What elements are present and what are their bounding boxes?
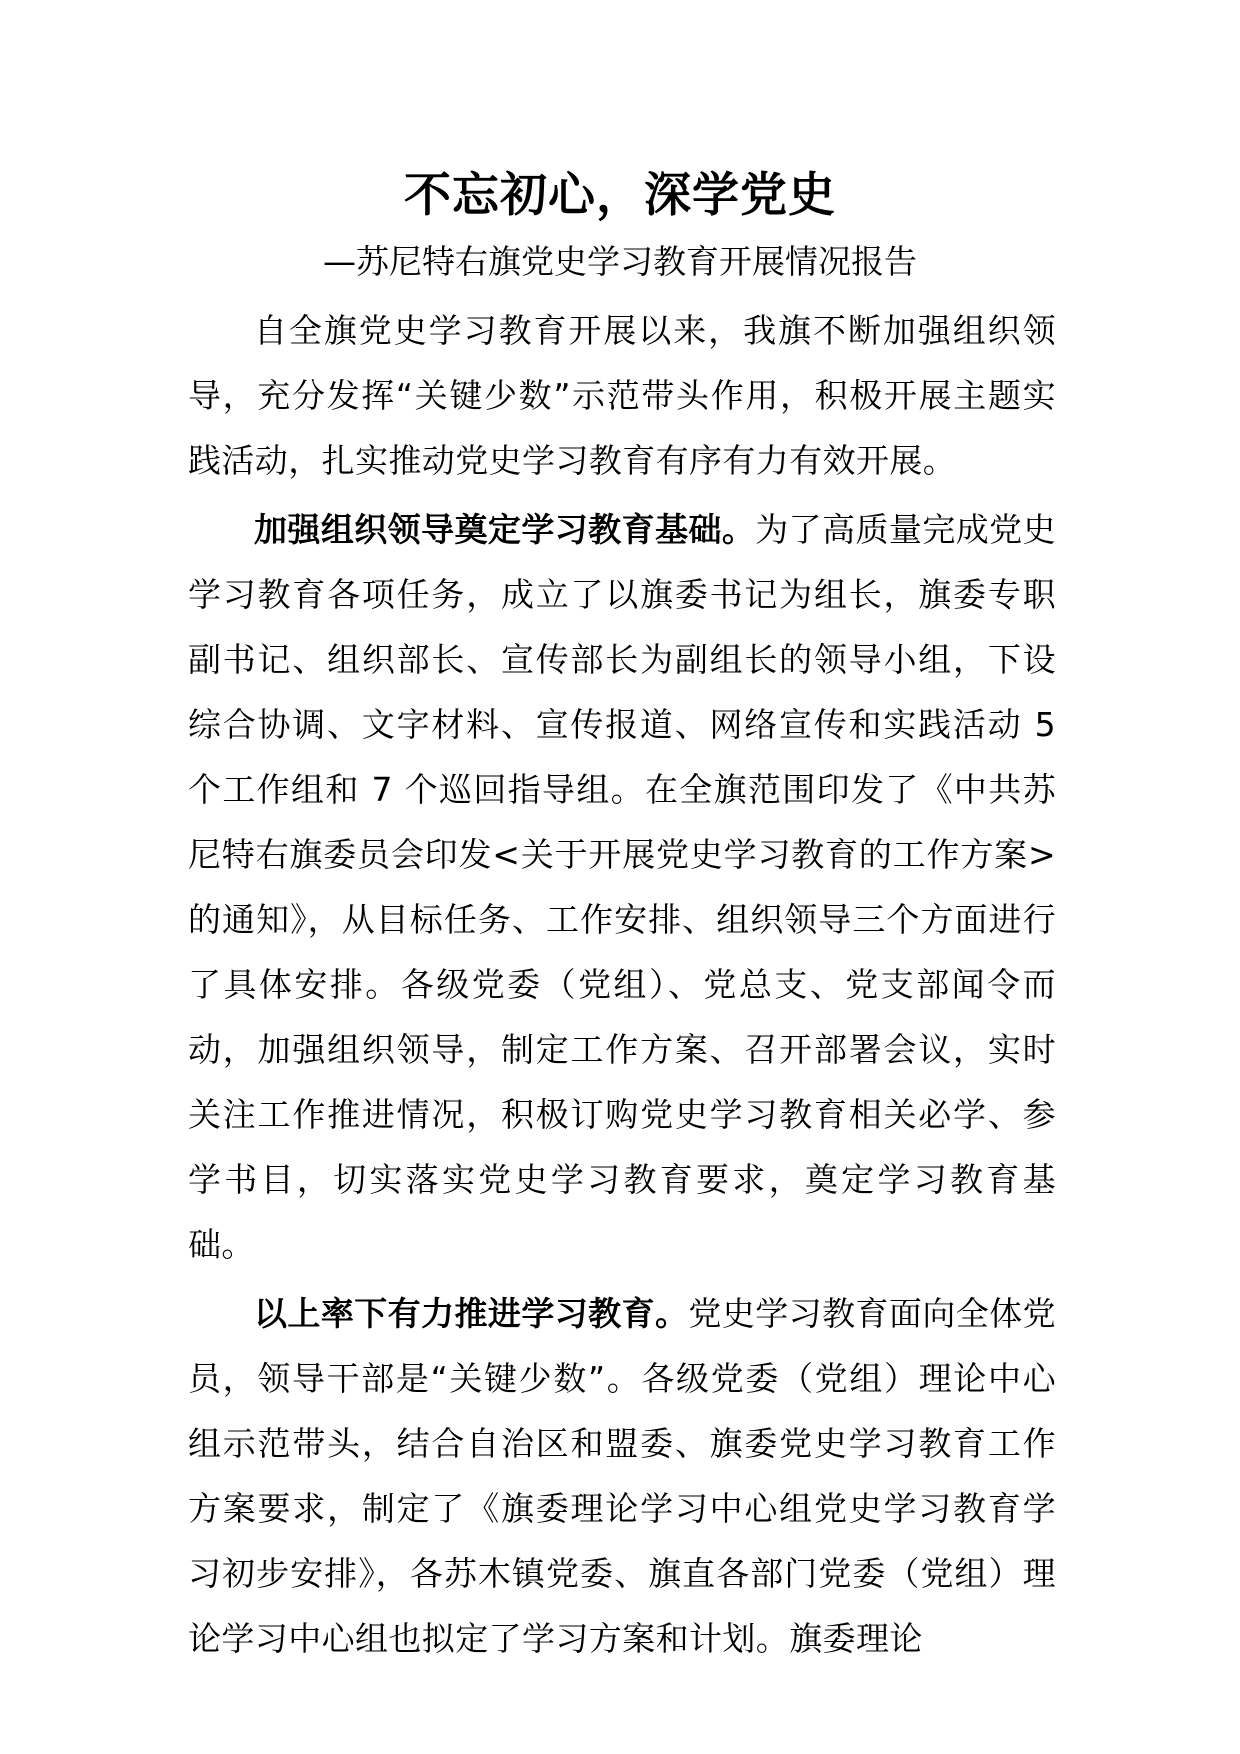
document-body — [188, 298, 1056, 1671]
document-title: 不忘初心，深学党史 — [404, 168, 836, 223]
paragraph-intro-text: 自全旗党史学习教育开展以来，我旗不断加强组织领导，充分发挥“关键少数”示范带头作用，积极开展主题实践活动，扎实推动党史学习教育有序有力有效开展。 — [188, 311, 1056, 480]
paragraph-leadership — [188, 1281, 1056, 1671]
paragraph-leadership-lead: 以上率下有力推进学习教育。 — [254, 1294, 689, 1333]
paragraph-organization-text: 为了高质量完成党史学习教育各项任务，成立了以旗委书记为组长，旗委专职副书记、组织部长、宣传部长为副组长的领导小组，下设综合协调、文字材料、宣传报道、网络宣传和实践活动 5 个工作组和 7 个巡回指导组。在全旗范围印发了《中共苏尼特右旗委员会印发<关于开展党史学习教育的工作方案>的通知》，从目标任务、工作安排、组织领导三个方面进行了具体安排。各级党委（党组）、党总支、党支部闻令而动，加强组织领导，制定工作方案、召开部署会议，实时关注工作推进情况，积极订购党史学习教育相关必学、参学书目，切实落实党史学习教育要求，奠定学习教育基础。 — [188, 510, 1057, 1264]
paragraph-intro — [188, 298, 1056, 493]
document-subtitle: —苏尼特右旗党史学习教育开展情况报告 — [323, 242, 917, 281]
paragraph-organization — [188, 497, 1056, 1277]
paragraph-organization-lead: 加强组织领导奠定学习教育基础。 — [254, 510, 756, 549]
paragraph-leadership-text: 党史学习教育面向全体党员，领导干部是“关键少数”。各级党委（党组）理论中心组示范带头，结合自治区和盟委、旗委党史学习教育工作方案要求，制定了《旗委理论学习中心组党史学习教育学习初步安排》，各苏木镇党委、旗直各部门党委（党组）理论学习中心组也拟定了学习方案和计划。旗委理论 — [188, 1294, 1056, 1658]
